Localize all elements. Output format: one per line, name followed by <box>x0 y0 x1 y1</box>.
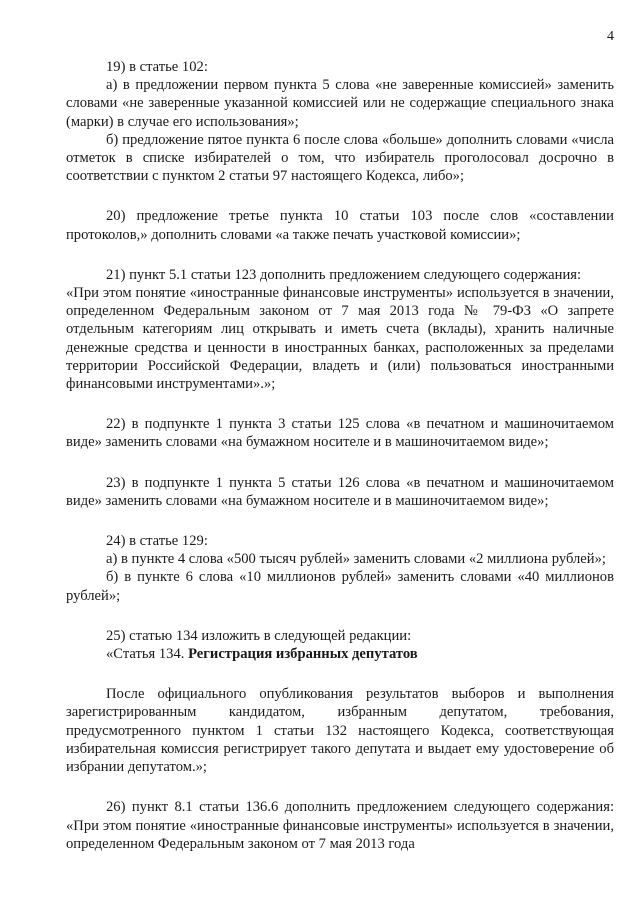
article-prefix: «Статья 134. <box>106 646 189 663</box>
item-21-quote: «При этом понятие «иностранные финансовые инструменты» используется в значении, определенном Федеральным законом от 7 мая 2013 года № 79-ФЗ «О запрете отдельным категориям лиц открывать и иметь счета (вклады), хранить наличные денежные средства и ценности в иностранных банках, расположенных за пределами территории Российской Федерации, владеть и (или) пользоваться иностранными финансовыми инструментами».»; <box>66 285 614 393</box>
item-19-b: б) предложение пятое пункта 6 после слова «больше» дополнить словами «числа отметок в списке избирателей о том, что избиратель проголосовал досрочно в соответствии с пунктом 2 статьи 97 настоящего Кодекса, либо»; <box>66 131 614 185</box>
item-26: 26) пункт 8.1 статьи 136.6 дополнить предложением следующего содержания: «При этом понятие «иностранные финансовые инструменты» используется в значении, определенном Федеральным законом от 7 мая 2013 года <box>66 799 614 852</box>
item-25-article-heading <box>66 645 614 663</box>
item-24-header: 24) в статье 129: <box>106 533 208 550</box>
article-title: Регистрация избранных депутатов <box>188 646 418 663</box>
item-25-intro: 25) статью 134 изложить в следующей редакции: <box>106 627 412 644</box>
document-body <box>66 58 614 853</box>
item-21-intro: 21) пункт 5.1 статьи 123 дополнить предложением следующего содержания: <box>106 266 582 283</box>
item-23: 23) в подпункте 1 пункта 5 статьи 126 слова «в печатном и машиночитаемом виде» заменить словами «на бумажном носителе и в машиночитаемом виде»; <box>66 474 614 509</box>
page-number: 4 <box>607 29 614 44</box>
item-22: 22) в подпункте 1 пункта 3 статьи 125 слова «в печатном и машиночитаемом виде» заменить словами «на бумажном носителе и в машиночитаемом виде»; <box>66 416 614 451</box>
item-25-body: После официального опубликования результатов выборов и выполнения зарегистрированным кандидатом, избранным депутатом, требования, предусмотренного пунктом 1 статьи 132 настоящего Кодекса, соответствующая избирательная комиссия регистрирует такого депутата и выдает ему удостоверение об избрании депутатом.»; <box>66 686 614 776</box>
item-19-header: 19) в статье 102: <box>106 59 208 75</box>
item-24-b: б) в пункте 6 слова «10 миллионов рублей» заменить словами «40 миллионов рублей»; <box>66 569 614 604</box>
item-19-a: а) в предложении первом пункта 5 слова «не заверенные комиссией» заменить словами «не заверенные указанной комиссией или не содержащие специального знака (марки) в случае его использования»; <box>66 77 614 130</box>
item-24-a: а) в пункте 4 слова «500 тысяч рублей» заменить словами «2 миллиона рублей»; <box>106 551 606 568</box>
item-20: 20) предложение третье пункта 10 статьи 103 после слов «составлении протоколов,» дополнить словами «а также печать участковой комиссии»; <box>66 208 614 243</box>
